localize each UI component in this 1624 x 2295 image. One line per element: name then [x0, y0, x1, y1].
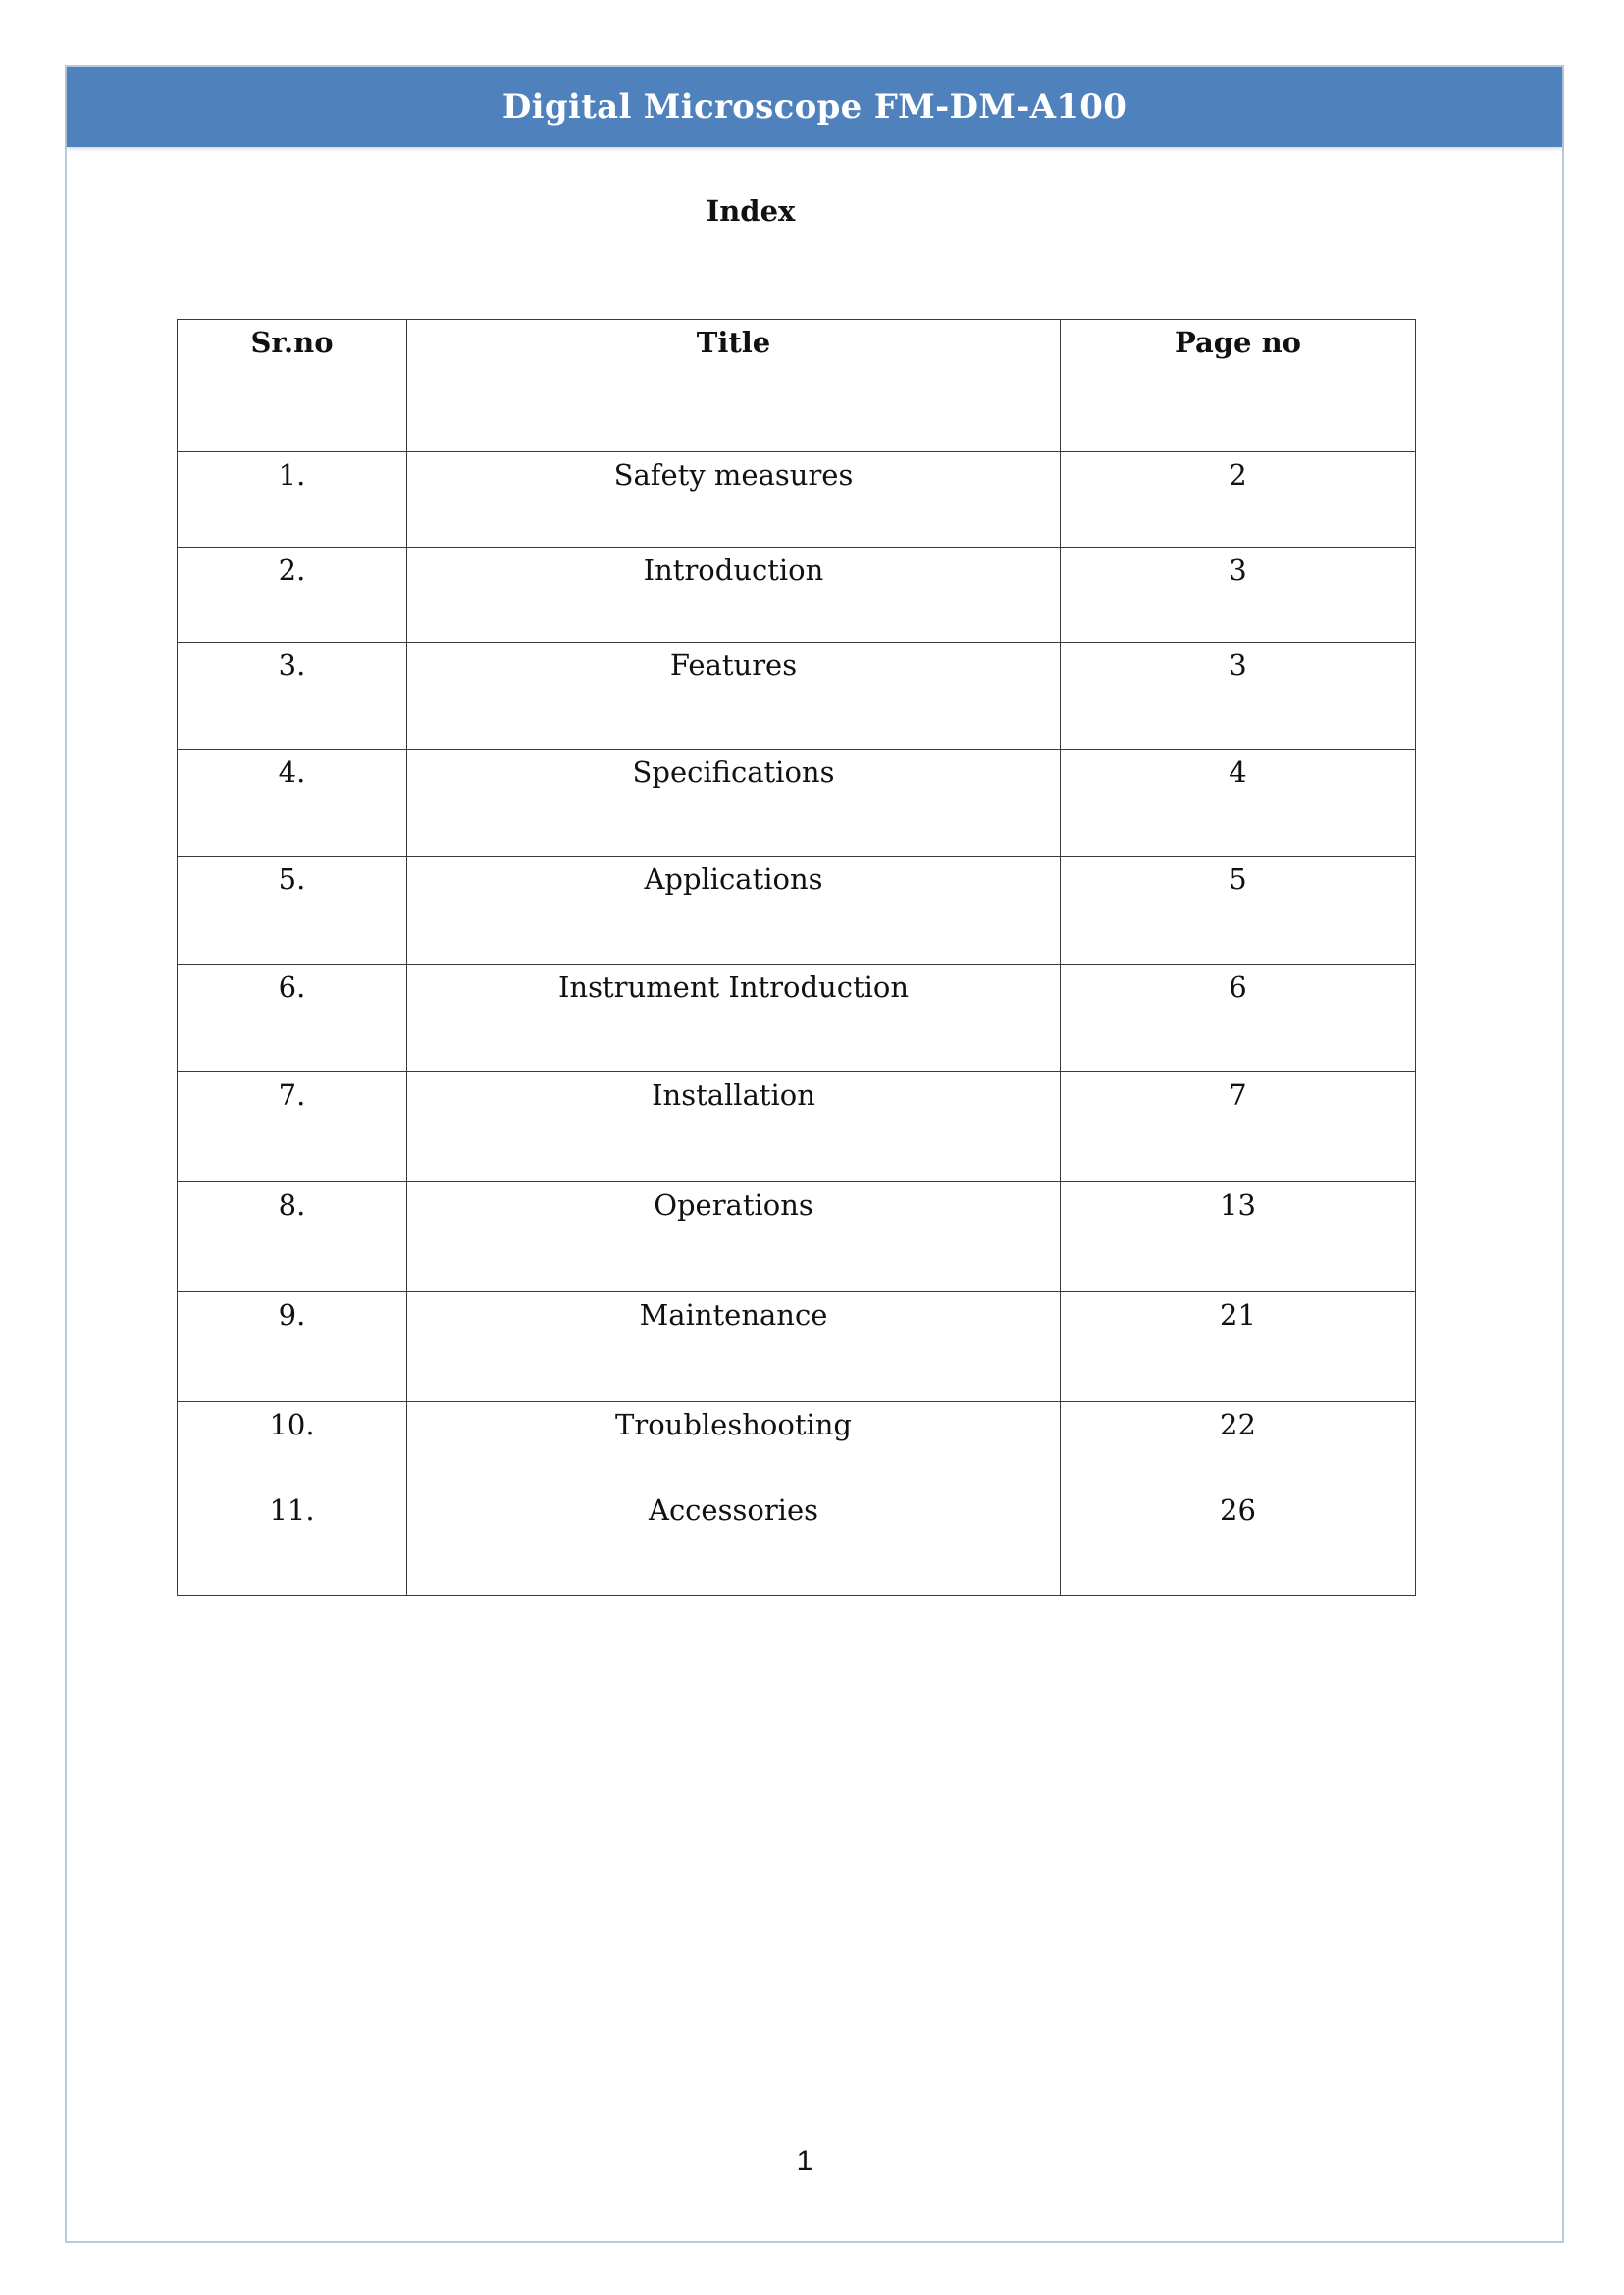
row-sr-no: 7. — [178, 1072, 407, 1182]
row-page-no: 3 — [1061, 548, 1416, 643]
row-sr-no: 6. — [178, 965, 407, 1072]
table-row — [178, 1292, 1416, 1402]
row-title: Accessories — [407, 1487, 1061, 1596]
row-sr-no: 4. — [178, 750, 407, 857]
row-title: Installation — [407, 1072, 1061, 1182]
row-title: Instrument Introduction — [407, 965, 1061, 1072]
table-row — [178, 452, 1416, 548]
row-page-no: 6 — [1061, 965, 1416, 1072]
row-sr-no: 8. — [178, 1182, 407, 1292]
row-title: Maintenance — [407, 1292, 1061, 1402]
document-title: Digital Microscope FM-DM-A100 — [501, 87, 1127, 127]
row-sr-no: 11. — [178, 1487, 407, 1596]
row-title: Operations — [407, 1182, 1061, 1292]
row-sr-no: 2. — [178, 548, 407, 643]
row-page-no: 4 — [1061, 750, 1416, 857]
header-page-no: Page no — [1061, 320, 1416, 452]
table-row — [178, 1402, 1416, 1487]
row-title: Applications — [407, 857, 1061, 965]
header-sr-no: Sr.no — [178, 320, 407, 452]
row-sr-no: 1. — [178, 452, 407, 548]
table-row — [178, 1072, 1416, 1182]
header-title: Title — [407, 320, 1061, 452]
row-page-no: 2 — [1061, 452, 1416, 548]
row-page-no: 7 — [1061, 1072, 1416, 1182]
row-title: Safety measures — [407, 452, 1061, 548]
row-page-no: 21 — [1061, 1292, 1416, 1402]
index-table — [177, 319, 1416, 1596]
table-row — [178, 857, 1416, 965]
row-title: Features — [407, 643, 1061, 750]
index-heading: Index — [706, 194, 796, 228]
table-row — [178, 643, 1416, 750]
row-page-no: 22 — [1061, 1402, 1416, 1487]
row-sr-no: 9. — [178, 1292, 407, 1402]
header-band — [67, 67, 1562, 147]
row-sr-no: 3. — [178, 643, 407, 750]
row-sr-no: 5. — [178, 857, 407, 965]
table-row — [178, 1487, 1416, 1596]
row-title: Introduction — [407, 548, 1061, 643]
row-title: Troubleshooting — [407, 1402, 1061, 1487]
page-number: 1 — [796, 2145, 813, 2177]
row-title: Specifications — [407, 750, 1061, 857]
row-page-no: 5 — [1061, 857, 1416, 965]
row-page-no: 3 — [1061, 643, 1416, 750]
row-sr-no: 10. — [178, 1402, 407, 1487]
table-row — [178, 548, 1416, 643]
table-header-row — [178, 320, 1416, 452]
table-row — [178, 965, 1416, 1072]
table-row — [178, 750, 1416, 857]
row-page-no: 26 — [1061, 1487, 1416, 1596]
table-row — [178, 1182, 1416, 1292]
row-page-no: 13 — [1061, 1182, 1416, 1292]
